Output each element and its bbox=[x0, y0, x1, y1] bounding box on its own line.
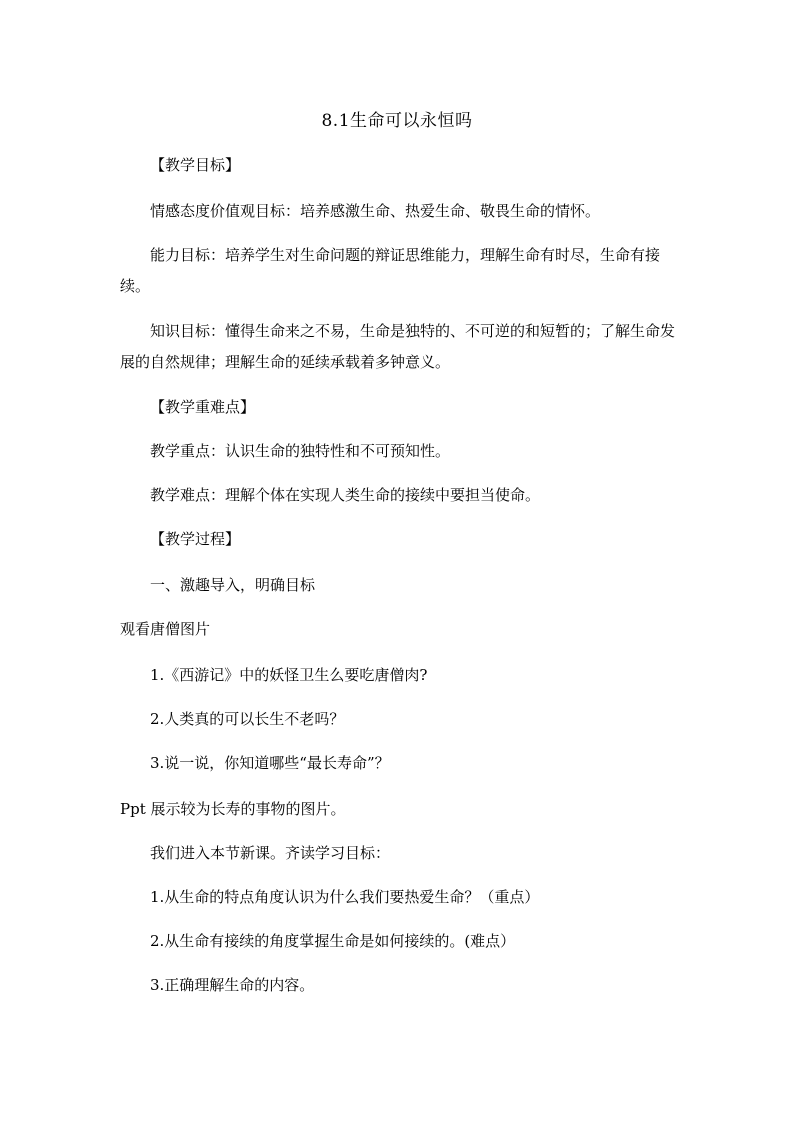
objective-1: 1.从生命的特点角度认识为什么我们要热爱生命？（重点） bbox=[150, 888, 540, 906]
difficult-point: 教学难点：理解个体在实现人类生命的接续中要担当使命。 bbox=[150, 486, 541, 504]
section-heading-process: 【教学过程】 bbox=[150, 530, 241, 548]
objective-2: 2.从生命有接续的角度掌握生命是如何接续的。(难点） bbox=[150, 932, 516, 950]
goal-knowledge: 知识目标：懂得生命来之不易，生命是独特的、不可逆的和短暂的；了解生命发展的自然规律；理解生命的延续承载着多钟意义。 bbox=[120, 322, 676, 371]
question-1: 1.《西游记》中的妖怪卫生么要吃唐僧肉? bbox=[150, 666, 428, 684]
goal-emotion: 情感态度价值观目标：培养感激生命、热爱生命、敬畏生命的情怀。 bbox=[150, 202, 601, 220]
enter-lesson-line: 我们进入本节新课。齐读学习目标： bbox=[150, 844, 391, 862]
question-3: 3.说一说，你知道哪些“最长寿命”？ bbox=[150, 754, 390, 772]
goal-ability: 能力目标：培养学生对生命问题的辩证思维能力，理解生命有时尽，生命有接续。 bbox=[120, 246, 661, 295]
section-heading-goals: 【教学目标】 bbox=[150, 156, 241, 174]
watch-line: 观看唐僧图片 bbox=[120, 620, 211, 638]
document-title: 8.1生命可以永恒吗 bbox=[321, 111, 473, 131]
ppt-line: Ppt 展示较为长寿的事物的图片。 bbox=[120, 800, 346, 818]
objective-3: 3.正确理解生命的内容。 bbox=[150, 976, 315, 994]
question-2: 2.人类真的可以长生不老吗？ bbox=[150, 710, 345, 728]
section-heading-key: 【教学重难点】 bbox=[150, 398, 256, 416]
key-point: 教学重点：认识生命的独特性和不可预知性。 bbox=[150, 442, 451, 460]
step-one-heading: 一、激趣导入，明确目标 bbox=[150, 576, 316, 594]
